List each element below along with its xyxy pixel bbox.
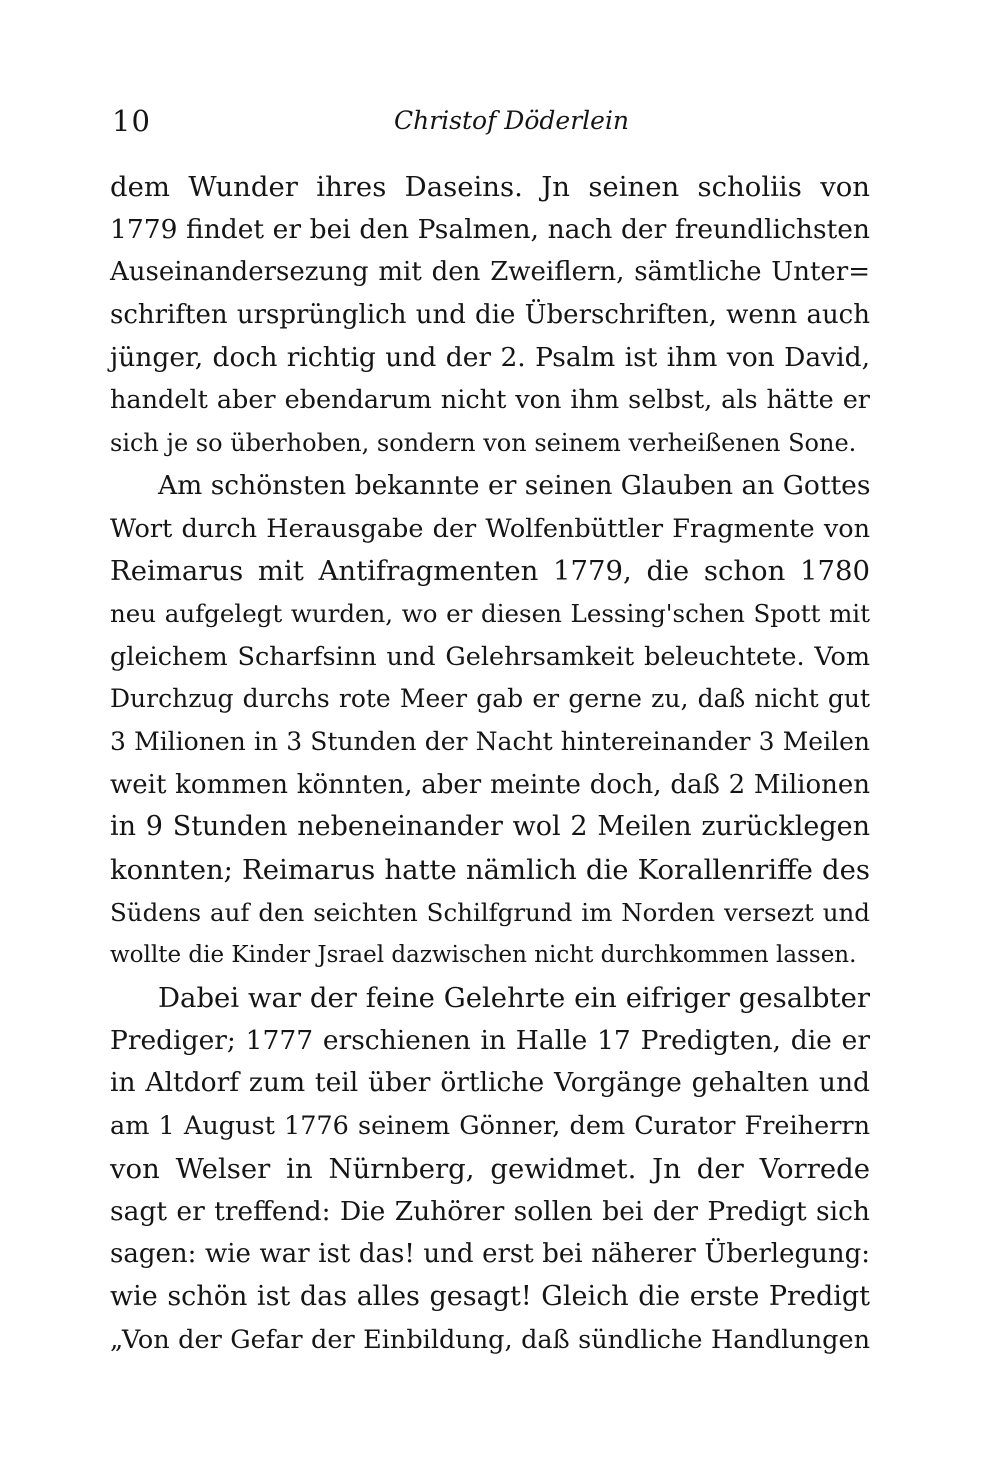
body-text: [110, 166, 870, 1361]
text-line: Reimarus mit Antifragmenten 1779, die schon 1780: [110, 555, 870, 588]
text-line: am 1 August 1776 seinem Gönner, dem Curator Freiherrn: [110, 1111, 870, 1142]
text-line: neu aufgelegt wurden, wo er diesen Lessing'schen Spott mit: [110, 598, 870, 628]
text-line: Südens auf den seichten Schilfgrund im Norden versezt und: [110, 897, 870, 927]
text-line: in 9 Stunden nebeneinander wol 2 Meilen zurücklegen: [110, 811, 870, 843]
text-line: 1779 findet er bei den Psalmen, nach der freundlichsten: [110, 213, 870, 245]
text-line: Prediger; 1777 erschienen in Halle 17 Predigten, die er: [110, 1024, 870, 1056]
text-line: gleichem Scharfsinn und Gelehrsamkeit beleuchtete. Vom: [110, 641, 870, 672]
text-line: sagt er treffend: Die Zuhörer sollen bei der Predigt sich: [110, 1195, 870, 1227]
text-line: Auseinandersezung mit den Zweiflern, sämtliche Unter=: [110, 257, 870, 288]
text-line: handelt aber ebendarum nicht von ihm selbst, als hätte er: [110, 385, 870, 416]
text-line: sich je so überhoben, sondern von seinem verheißenen Sone.: [110, 429, 857, 458]
text-line: konnten; Reimarus hatte nämlich die Korallenriffe des: [110, 854, 870, 886]
text-line: jünger, doch richtig und der 2. Psalm ist ihm von David,: [110, 341, 870, 373]
text-line: weit kommen könnten, aber meinte doch, daß 2 Milionen: [110, 769, 870, 800]
text-line: Durchzug durchs rote Meer gab er gerne zu, daß nicht gut: [110, 684, 870, 714]
text-line: in Altdorf zum teil über örtliche Vorgänge gehalten und: [110, 1067, 870, 1099]
page-header: [112, 104, 872, 144]
text-line: wie schön ist das alles gesagt! Gleich die erste Predigt: [110, 1280, 870, 1312]
text-line: Am schönsten bekannte er seinen Glauben an Gottes: [158, 469, 871, 501]
text-line: Dabei war der feine Gelehrte ein eifriger gesalbter: [158, 982, 870, 1015]
page-number: 10: [112, 104, 151, 138]
text-line: dem Wunder ihres Daseins. Jn seinen scholiis von: [110, 171, 870, 203]
text-line: „Von der Gefar der Einbildung, daß sündliche Handlungen: [110, 1324, 870, 1355]
text-line: schriften ursprünglich und die Überschriften, wenn auch: [110, 300, 870, 331]
running-title: Christof Döderlein: [394, 106, 630, 135]
text-line: von Welser in Nürnberg, gewidmet. Jn der Vorrede: [110, 1152, 870, 1185]
text-line: sagen: wie war ist das! und erst bei näherer Überlegung:: [110, 1239, 870, 1270]
text-line: wollte die Kinder Jsrael dazwischen nicht durchkommen lassen.: [110, 942, 857, 969]
text-line: 3 Milionen in 3 Stunden der Nacht hintereinander 3 Meilen: [110, 726, 870, 756]
text-line: Wort durch Herausgabe der Wolfenbüttler Fragmente von: [110, 513, 870, 544]
